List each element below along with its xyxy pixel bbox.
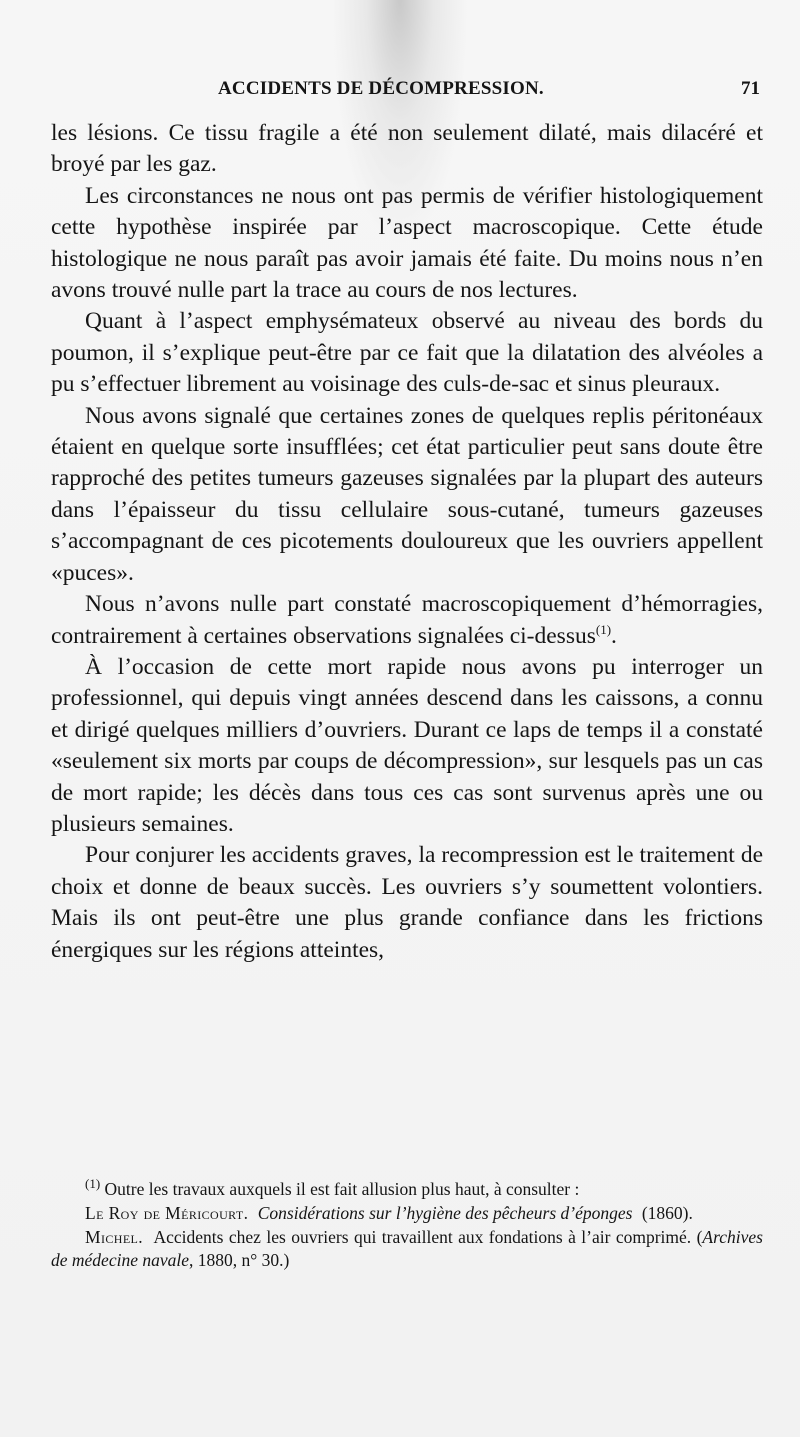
running-header (50, 74, 760, 108)
footnote-1 (51, 1178, 763, 1202)
paragraph-5-text: Nous n’avons nulle part constaté macroscopiquement d’hémorragies, contrairement à certaines observations signalées ci-dessus (51, 591, 763, 649)
footnote-reference-2 (51, 1226, 763, 1274)
footnote-reference: (1) (595, 621, 612, 637)
main-text (51, 118, 763, 966)
page-number: 71 (741, 78, 760, 99)
paragraph-1: les lésions. Ce tissu fragile a été non seulement dilaté, mais dilacéré et broyé par les gaz. (51, 120, 763, 178)
paragraph-4: Nous avons signalé que certaines zones de quelques replis péritonéaux étaient en quelque sorte insufflées; cet état particulier peut sans doute être rapproché des petites tumeurs gazeuses signalées par la plupart des auteurs dans l’épaisseur du tissu cellulaire sous-cutané, tumeurs gazeuses s’accompagnant de ces picotements douloureux que les ouvriers appellent «puces». (51, 402, 763, 586)
paragraph-2: Les circonstances ne nous ont pas permis de vérifier histologiquement cette hypothèse inspirée par l’aspect macroscopique. Cette étude histologique ne nous paraît pas avoir jamais été faite. Du moins nous n’en avons trouvé nulle part la trace au cours de nos lectures. (51, 182, 763, 304)
running-title: ACCIDENTS DE DÉCOMPRESSION. (218, 78, 544, 99)
footnote-author-2: Michel. (85, 1226, 144, 1247)
footnote-details-1: (1860). (641, 1202, 693, 1223)
footnote-source-2: Archives de médecine navale (51, 1226, 763, 1271)
paragraph-5-end: . (611, 622, 617, 649)
footnote-author-1: Le Roy de Méricourt. (85, 1202, 249, 1223)
footnote-details-2: , 1880, n° 30.) (188, 1250, 290, 1271)
paragraph-5 (51, 589, 763, 652)
paragraph-3: Quant à l’aspect emphysémateux observé au niveau des bords du poumon, il s’explique peut-être par ce fait que la dilatation des alvéoles a pu s’effectuer librement au voisinage des culs-de-sac et sinus pleuraux. (51, 308, 763, 398)
paragraph-6: À l’occasion de cette mort rapide nous avons pu interroger un professionnel, qui depuis vingt années descend dans les caissons, a connu et dirigé quelques milliers d’ouvriers. Durant ce laps de temps il a constaté «seulement six morts par coups de décompression», sur lesquels pas un cas de mort rapide; les décès dans tous ces cas sont survenus après une ou plusieurs semaines. (51, 653, 763, 837)
footnote-title-1: Considérations sur l’hygiène des pêcheurs d’éponges (257, 1202, 633, 1223)
paragraph-7: Pour conjurer les accidents graves, la recompression est le traitement de choix et donne de beaux succès. Les ouvriers s’y soumettent volontiers. Mais ils ont peut-être une plus grande confiance dans les frictions énergiques sur les régions atteintes, (51, 842, 763, 963)
footnote-marker: (1) (85, 1176, 101, 1192)
footnote-intro: Outre les travaux auxquels il est fait allusion plus haut, à consulter : (104, 1179, 580, 1199)
footnotes (51, 1178, 763, 1273)
footnote-text-2: Accidents chez les ouvriers qui travaillent aux fondations à l’air comprimé. ( (153, 1226, 703, 1247)
footnote-reference-1 (51, 1202, 763, 1226)
